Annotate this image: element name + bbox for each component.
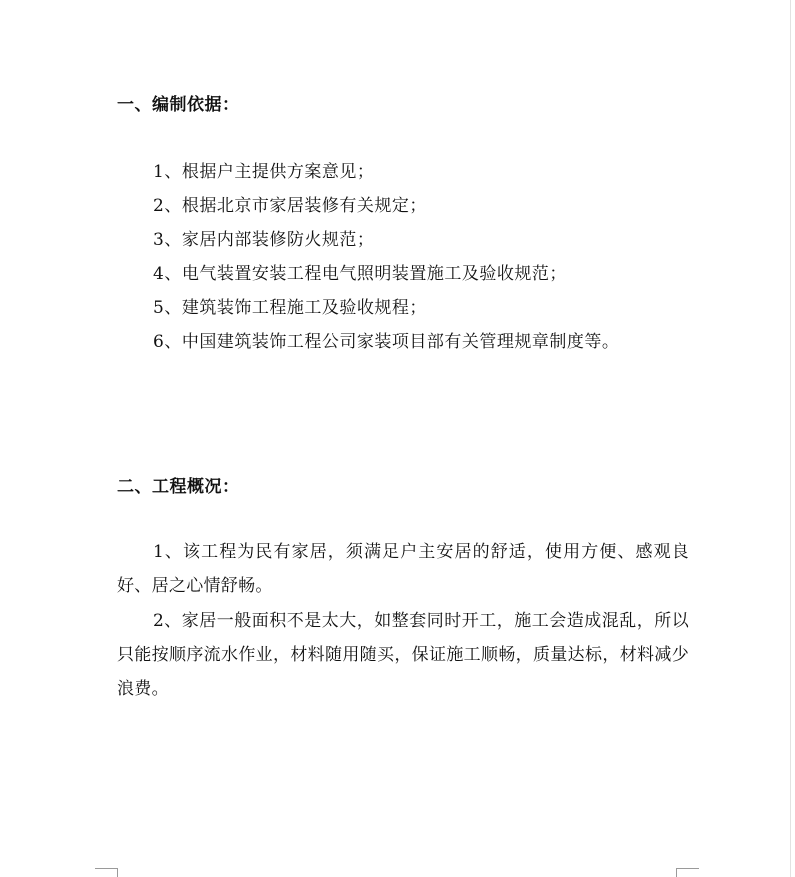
list-item: 1、根据户主提供方案意见；	[153, 162, 375, 182]
section-heading-basis: 一、编制依据：	[117, 95, 240, 115]
list-item: 5、建筑装饰工程施工及验收规程；	[153, 298, 427, 318]
section-heading-overview: 二、工程概况：	[117, 477, 240, 497]
margin-corner-mark-right	[676, 868, 699, 877]
list-item: 2、根据北京市家居装修有关规定；	[153, 196, 427, 216]
list-item: 4、电气装置安装工程电气照明装置施工及验收规范；	[153, 264, 567, 284]
basis-list	[153, 155, 619, 359]
page-right-edge	[790, 0, 791, 877]
overview-paragraph: 1、该工程为民有家居，须满足户主安居的舒适，使用方便、感观良好、居之心情舒畅。	[117, 542, 689, 596]
overview-paragraph: 2、家居一般面积不是太大，如整套同时开工，施工会造成混乱，所以只能按顺序流水作业，材料随用随买，保证施工顺畅，质量达标，材料减少浪费。	[117, 611, 689, 699]
margin-corner-mark-left	[95, 868, 118, 877]
list-item: 3、家居内部装修防火规范；	[153, 230, 375, 250]
list-item: 6、中国建筑装饰工程公司家装项目部有关管理规章制度等。	[153, 332, 620, 352]
